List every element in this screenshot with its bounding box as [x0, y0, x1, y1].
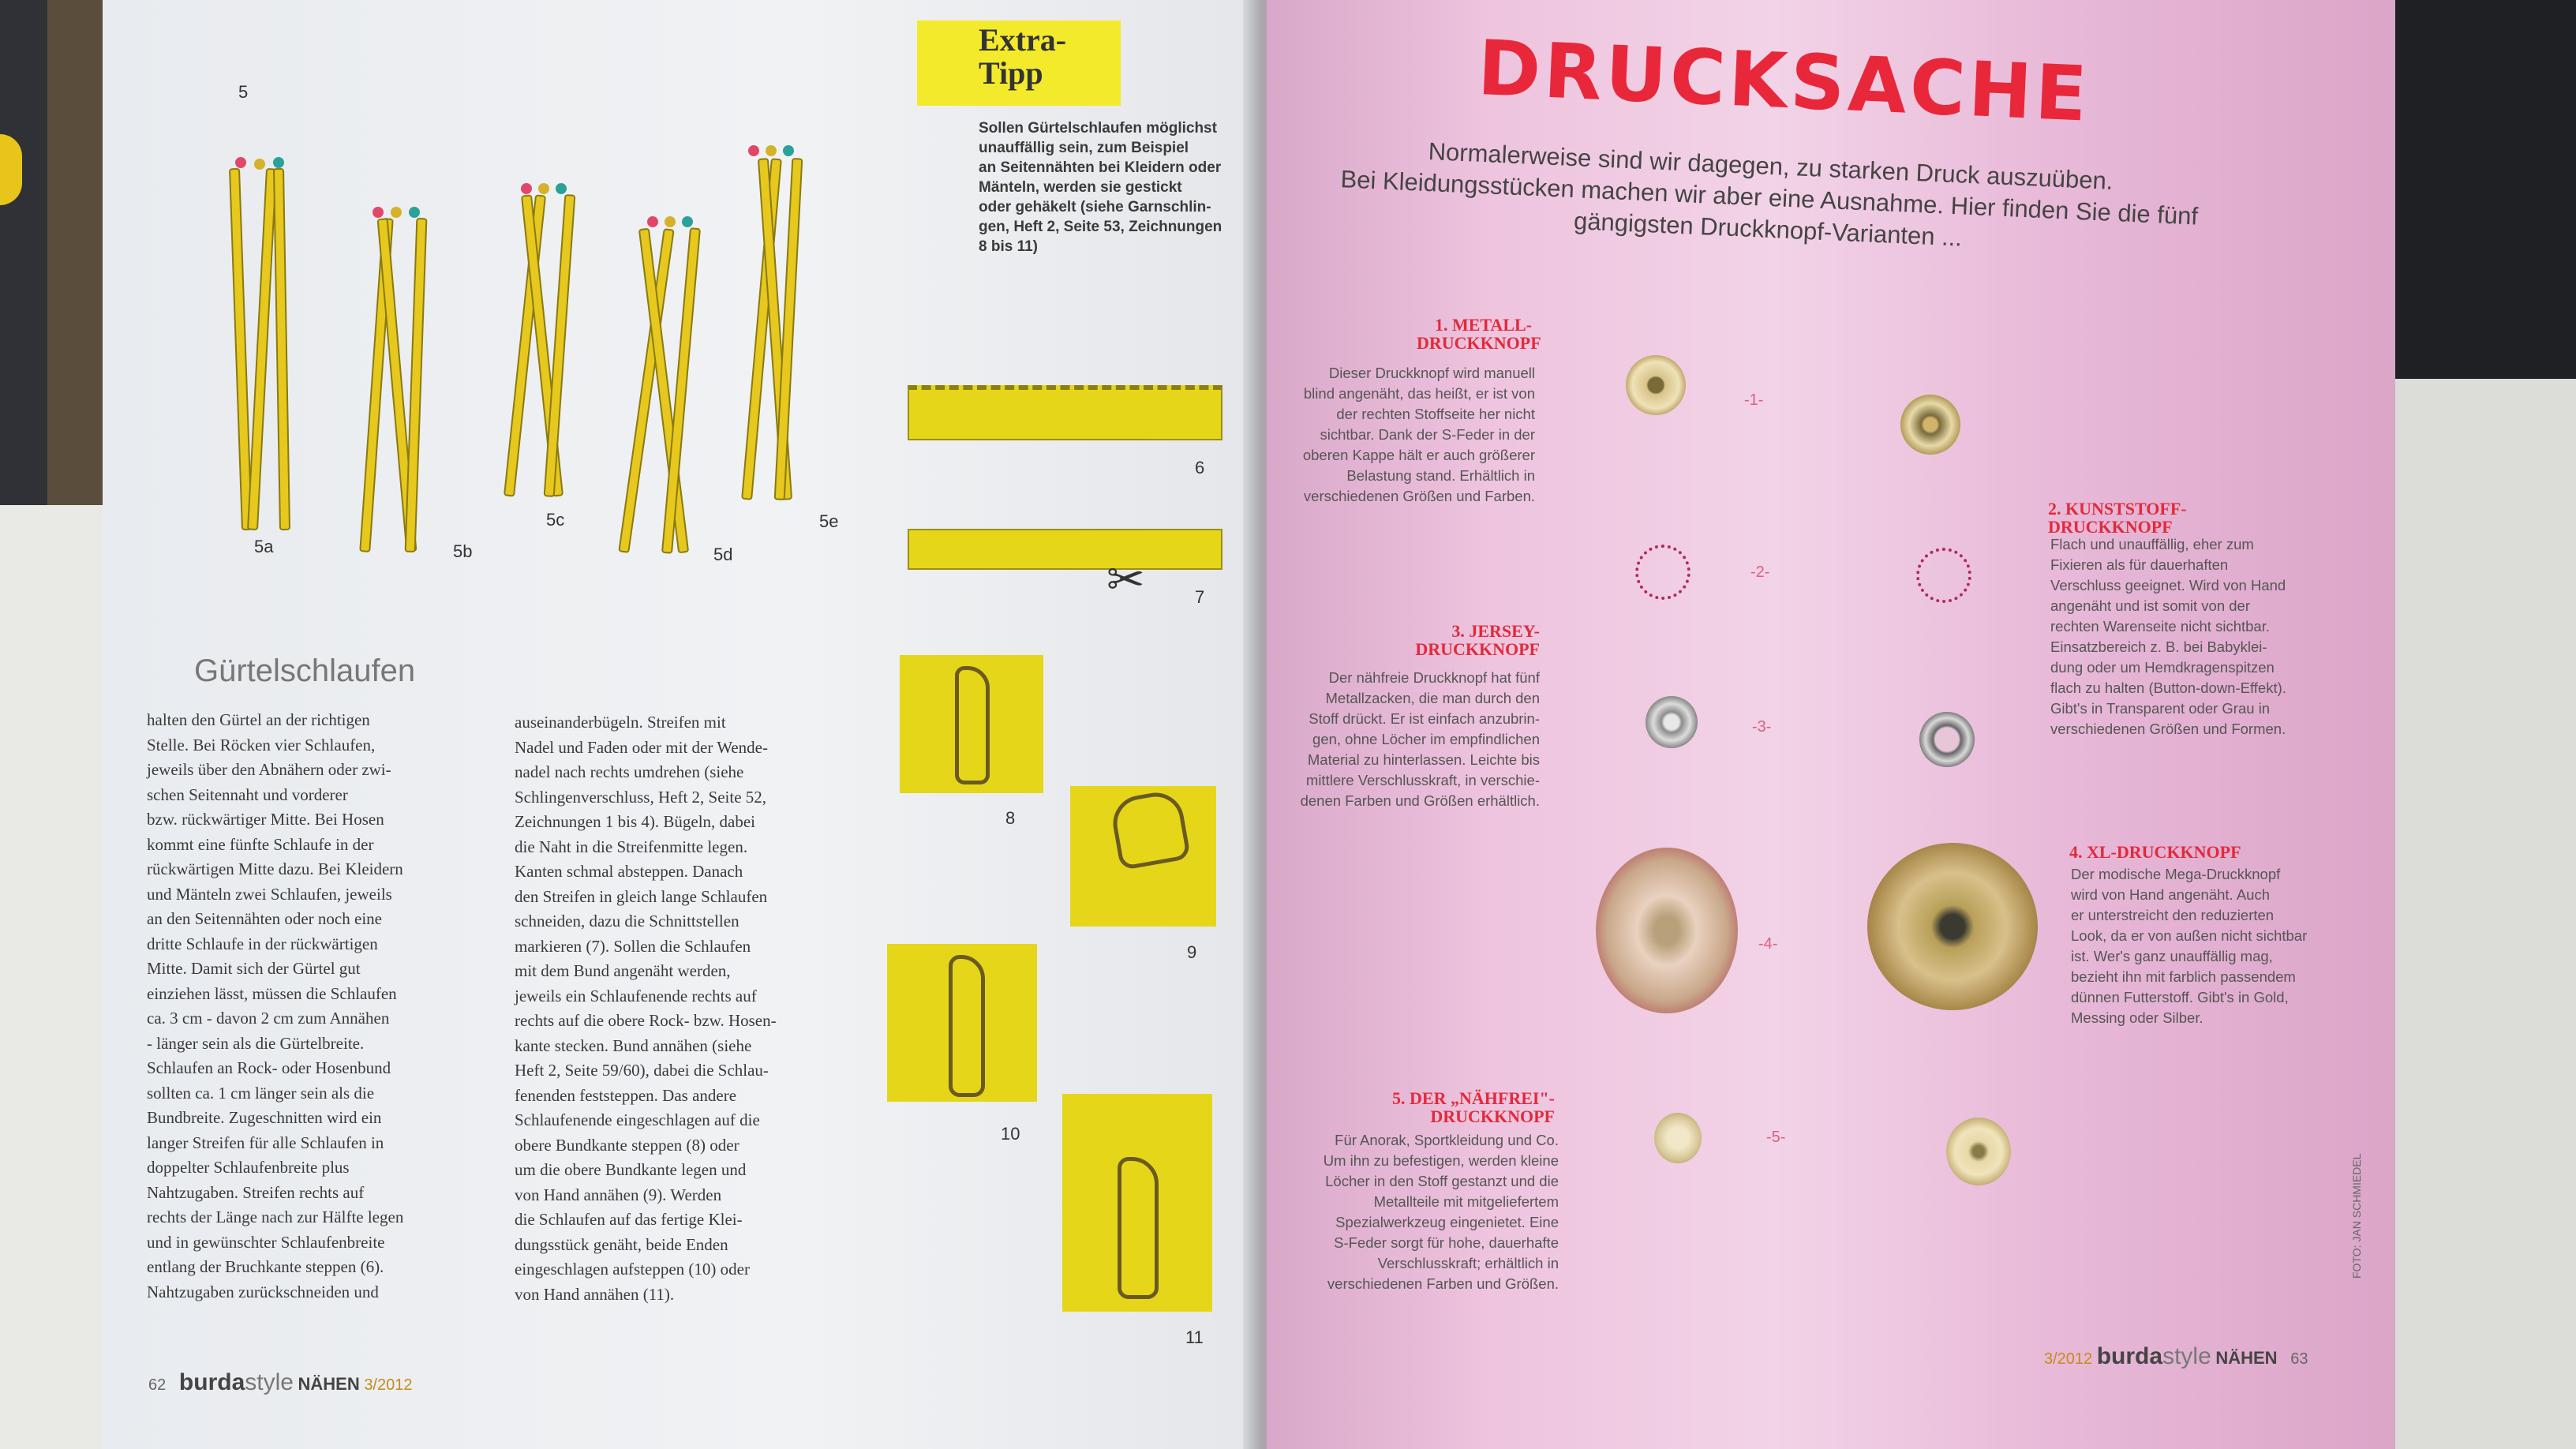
item-4-text: Der modische Mega-Druckknopf wird von Hand angenäht. Auch er unterstreicht den reduzierten Look, da er von außen nicht sichtbar ist. Wer's ganz unauffällig mag, bezieht ihn mit farblich passendem dünnen Futterstoff. Gibt's in Gold, Messing oder Silber.	[2071, 866, 2308, 1026]
xl-snap-photo-right	[1867, 843, 2038, 1010]
jersey-snap-photo-left	[1646, 696, 1698, 748]
footer-page-number: 62	[148, 1376, 167, 1394]
photo-credit: FOTO: JAN SCHMIEDEL	[2350, 1153, 2363, 1279]
footer-page-number: 63	[2290, 1350, 2308, 1368]
footer-brand: burda	[2096, 1343, 2163, 1369]
footer-brand-suffix: style	[245, 1369, 294, 1395]
xl-snap-photo-left	[1596, 848, 1738, 1013]
item-5-text: Für Anorak, Sportkleidung und Co. Um ihn zu befestigen, werden kleine Löcher in den Stoff gestanzt und die Metallteile mit mitgeliefertem Spezialwerkzeug eingenietet. Eine S-Feder sorgt für hohe, dauerhafte Verschlusskraft; erhältlich in verschiedenen Farben und Größen.	[1323, 1132, 1559, 1292]
marker-1: -1-	[1744, 391, 1764, 409]
item-3-text: Der nähfreie Druckknopf hat fünf Metallzacken, die man durch den Stoff drückt. Er ist einfach anzubrin- gen, ohne Löcher im empfindlichen Material zu hinterlassen. Leichte bis mittlere Verschlusskraft, in verschie- denen Farben und Größen erhältlich.	[1300, 669, 1540, 809]
footer-magazine: NÄHEN	[2215, 1348, 2278, 1368]
nahfrei-snap-photo-right	[1946, 1118, 2011, 1185]
right-footer	[2044, 1343, 2308, 1370]
figure-label-6: 6	[1195, 458, 1205, 477]
figure-label-5c: 5c	[546, 510, 565, 530]
footer-brand-suffix: style	[2162, 1343, 2211, 1369]
scissors-icon: ✂	[1106, 554, 1145, 605]
figure-label-7: 7	[1195, 587, 1205, 607]
item-2-text: Flach und unauffällig, eher zum Fixieren als für dauerhaften Verschluss geeignet. Wird von Hand angenäht und ist somit von der rechten Warenseite nicht sichtbar. Einsatzbereich z. B. bei Babyklei- dung oder um Hemdkragenspitzen flach zu halten (Button-down-Effekt). Gibt's in Transparent oder Grau in verschiedenen Größen und Formen.	[2050, 536, 2286, 737]
loop-illustration-9	[1070, 786, 1216, 927]
item-5-heading: 5. DER „NÄHFREI"- DRUCKKNOPF	[1392, 1088, 1555, 1126]
marker-4: -4-	[1758, 935, 1778, 953]
figure-label-9: 9	[1187, 942, 1197, 962]
item-2-heading: 2. KUNSTSTOFF- DRUCKKNOPF	[2048, 499, 2187, 537]
loop-illustration-11	[1062, 1094, 1212, 1312]
text-column-1: halten den Gürtel an der richtigen Stelle. Bei Röcken vier Schlaufen, jeweils über den Abnähern oder zwi- schen Seitennaht und vorderer bzw. rückwärtiger Mitte. Bei Hosen kommt eine fünfte Schlaufe in der rückwärtigen Mitte dazu. Bei Kleidern und Mänteln zwei Schlaufen, jeweils an den Seitennähten oder noch eine dritte Schlaufe in der rückwärtigen Mitte. Damit sich der Gürtel gut einziehen lässt, müssen die Schlaufen ca. 3 cm - davon 2 cm zum Annähen - länger sein als die Gürtelbreite. Schlaufen an Rock- oder Hosenbund sollten ca. 1 cm länger sein als die Bundbreite. Zugeschnitten wird ein langer Streifen für alle Schlaufen in doppelter Schlaufenbreite plus Nahtzugaben. Streifen rechts auf rechts der Länge nach zur Hälfte legen und in gewünschter Schlaufenbreite entlang der Bruchkante steppen (6). Nahtzugaben zurückschneiden und	[147, 710, 404, 1301]
figure-label-11: 11	[1185, 1327, 1204, 1347]
intro-text: Normalerweise sind wir dagegen, zu starken Druck auszuüben. Bei Kleidungsstücken machen wir aber eine Ausnahme. Hier finden Sie die fünf gängigsten Druckknopf-Varianten ...	[1339, 137, 2199, 252]
figure-label-5b: 5b	[453, 541, 473, 561]
figure-label-5: 5	[238, 82, 249, 102]
left-footer	[148, 1369, 412, 1396]
metal-snap-photo-right	[1900, 395, 1960, 455]
braid-illustration-5e	[734, 142, 821, 505]
strip-illustration-7	[908, 529, 1222, 570]
metal-snap-photo-left	[1626, 355, 1686, 415]
figure-label-8: 8	[1005, 808, 1016, 828]
braid-illustration-5a	[213, 154, 300, 533]
marker-2: -2-	[1750, 564, 1770, 581]
item-1-text: Dieser Druckknopf wird manuell blind angenäht, das heißt, er ist von der rechten Stoffseite her nicht sichtbar. Dank der S-Feder in der oberen Kappe hält er auch größerer Belastung stand. Erhältlich in verschiedenen Größen und Farben.	[1302, 365, 1535, 504]
marker-5: -5-	[1766, 1129, 1786, 1146]
nahfrei-snap-photo-left	[1654, 1113, 1702, 1163]
page-title: DRUCKSACHE	[1476, 24, 2092, 139]
figure-label-5e: 5e	[819, 511, 839, 531]
braid-illustration-5c	[481, 180, 568, 496]
figure-label-5a: 5a	[254, 537, 274, 556]
extra-tipp-title: Extra- Tipp	[979, 22, 1067, 91]
marker-3: -3-	[1752, 718, 1772, 736]
plastic-snap-photo-left	[1635, 545, 1690, 600]
braid-illustration-5d	[608, 213, 702, 552]
footer-issue: 3/2012	[364, 1376, 413, 1394]
item-4-heading: 4. XL-DRUCKKNOPF	[2069, 842, 2241, 862]
footer-magazine: NÄHEN	[298, 1374, 360, 1394]
text-column-2: auseinanderbügeln. Streifen mit Nadel und Faden oder mit der Wende- nadel nach rechts umdrehen (siehe Schlingenverschluss, Heft 2, Seite 52, Zeichnungen 1 bis 4). Bügeln, dabei die Naht in die Streifenmitte legen. Kanten schmal absteppen. Danach den Streifen in gleich lange Schlaufen schneiden, dazu die Schnittstellen markieren (7). Sollen die Schlaufen mit dem Bund angenäht werden, jeweils ein Schlaufenende rechts auf rechts auf die obere Rock- bzw. Hosen- kante stecken. Bund annähen (siehe Heft 2, Seite 59/60), dabei die Schlau- fenenden feststeppen. Das andere Schlaufenende eingeschlagen auf die obere Bundkante steppen (8) oder um die obere Bundkante legen und von Hand annähen (9). Werden die Schlaufen auf das fertige Klei- dungsstück genäht, beide Enden eingeschlagen aufsteppen (10) oder von Hand annähen (11).	[515, 713, 777, 1304]
footer-brand: burda	[178, 1369, 245, 1395]
yellow-object	[0, 134, 22, 205]
braid-illustration-5b	[347, 204, 434, 551]
loop-illustration-10	[887, 944, 1037, 1102]
jersey-snap-photo-right	[1919, 712, 1975, 767]
strip-illustration-6	[908, 385, 1222, 440]
figure-label-10: 10	[1001, 1124, 1020, 1144]
plastic-snap-photo-right	[1916, 548, 1971, 603]
item-1-heading: 1. METALL- DRUCKKNOPF	[1417, 315, 1541, 353]
loop-illustration-8	[900, 655, 1043, 793]
extra-tipp-text: Sollen Gürtelschlaufen möglichst unauffällig sein, zum Beispiel an Seitennähten bei Kleidern oder Mänteln, werden sie gestickt oder gehäkelt (siehe Garnschlin- gen, Heft 2, Seite 53, Zeichnungen 8 bis 11)	[979, 120, 1222, 255]
figure-label-5d: 5d	[713, 545, 733, 564]
footer-issue: 3/2012	[2044, 1350, 2093, 1368]
item-3-heading: 3. JERSEY- DRUCKKNOPF	[1415, 621, 1540, 659]
section-heading: Gürtelschlaufen	[194, 653, 416, 688]
